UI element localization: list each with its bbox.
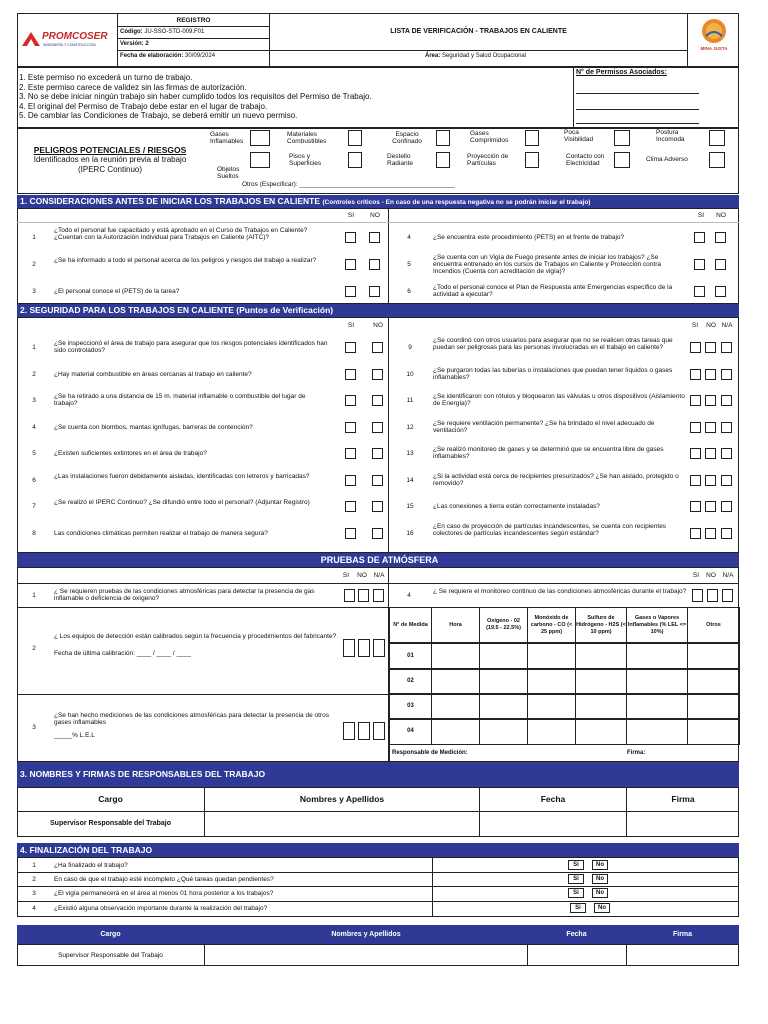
promcoser-emblem-icon — [22, 32, 40, 46]
measurement-cell[interactable] — [626, 668, 688, 695]
yes-checkbox[interactable] — [690, 501, 701, 512]
s2-question: ¿Se realizó monitoreo de gases y se determinó que se encuentra libre de gases inflamables? — [433, 446, 664, 461]
date-field[interactable] — [528, 945, 625, 965]
hazard-label: Materiales Combustibles — [287, 131, 327, 145]
measurement-cell[interactable] — [575, 693, 627, 720]
yes-checkbox[interactable] — [690, 369, 701, 380]
yes-checkbox[interactable] — [345, 475, 356, 486]
yes-checkbox[interactable] — [345, 342, 356, 353]
na-checkbox[interactable] — [721, 448, 732, 459]
hazard-checkbox[interactable] — [614, 152, 630, 168]
no-checkbox[interactable] — [715, 259, 726, 270]
no-checkbox[interactable] — [358, 589, 369, 602]
s4-question: En caso de que el trabajo esté incompleto ¿Qué tareas quedan pendientes? — [54, 876, 274, 884]
note-item: 2. Este permiso carece de validez sin las firmas de autorización. — [19, 82, 247, 92]
note-item: 1. Este permiso no excederá un turno de trabajo. — [19, 73, 193, 82]
yes-checkbox[interactable] — [690, 448, 701, 459]
peligros-heading: PELIGROS POTENCIALES / RIESGOS Identificados en la reunión previa al trabajo (IPERC Continuo) — [33, 145, 187, 174]
no-checkbox[interactable] — [372, 475, 383, 486]
yes-checkbox[interactable]: Si — [568, 874, 584, 884]
yes-checkbox[interactable] — [345, 286, 356, 297]
otros-especificar[interactable]: Otros (Especificar): ___________________________________________ — [242, 181, 455, 188]
col-firma: Firma — [671, 794, 695, 804]
s2-question: ¿Se coordinó con otros usuarios para asegurar que no se realicen otras tareas que puedan ser peligrosas para las personas involucradas en el trabajo en caliente? — [433, 337, 673, 352]
no-checkbox[interactable]: No — [592, 874, 608, 884]
yes-checkbox[interactable] — [345, 528, 356, 539]
na-checkbox[interactable] — [721, 395, 732, 406]
yes-checkbox[interactable] — [345, 259, 356, 270]
note-item: 5. De cambiar las Condiciones de Trabajo, se deberá emitir un nuevo permiso. — [19, 111, 298, 121]
yes-checkbox[interactable]: Si — [568, 888, 584, 898]
s1-question: ¿El personal conoce el (PETS) de la tarea? — [54, 288, 180, 295]
supervisor-row-label: Supervisor Responsable del Trabajo — [50, 820, 171, 827]
yes-checkbox[interactable] — [694, 259, 705, 270]
s2-question: ¿Si la actividad está cerca de recipientes presurizados? ¿Se han aislado, protegido o removido? — [433, 472, 679, 487]
no-checkbox[interactable] — [707, 589, 718, 602]
yes-checkbox[interactable] — [694, 232, 705, 243]
measurement-cell[interactable] — [431, 668, 480, 695]
measurement-number: 03 — [389, 693, 432, 720]
col-fecha: Fecha — [540, 794, 566, 804]
no-checkbox[interactable]: No — [592, 860, 608, 870]
hazard-checkbox[interactable] — [348, 152, 362, 168]
promcoser-logo — [22, 30, 114, 50]
no-checkbox[interactable] — [705, 448, 716, 459]
no-checkbox[interactable] — [372, 422, 383, 433]
document-title: LISTA DE VERIFICACIÓN - TRABAJOS EN CALIENTE — [390, 28, 567, 35]
s2-question: ¿Las conexiones a tierra están correctamente instaladas? — [433, 503, 600, 511]
measurement-header: Gases o Vapores Inflamables (% LEL <= 10%) — [626, 607, 688, 643]
no-checkbox[interactable] — [705, 475, 716, 486]
atm-question-1: ¿ Se requieren pruebas de las condiciones atmosféricas para detectar la presencia de gas inflamable o deficiencia de oxígeno? — [54, 588, 315, 602]
yes-checkbox[interactable]: Si — [568, 860, 584, 870]
yes-checkbox[interactable] — [345, 395, 356, 406]
hazard-checkbox[interactable] — [436, 152, 450, 168]
name-field[interactable] — [206, 945, 526, 965]
atm-question-4: ¿ Se requiere el monitoreo continuo de las condiciones atmosféricas durante el trabajo? — [433, 588, 687, 595]
col-cargo: Cargo — [98, 794, 123, 804]
s2-question: ¿En caso de proyección de partículas incandescentes, se cuenta con recipientes colectores de partículas incandescentes según estándar? — [433, 522, 667, 537]
no-checkbox[interactable] — [369, 232, 380, 243]
no-checkbox[interactable] — [705, 422, 716, 433]
measurement-cell[interactable] — [575, 668, 627, 695]
permiso-line[interactable] — [576, 93, 699, 94]
hazard-checkbox[interactable] — [525, 152, 539, 168]
measurement-header: Oxígeno - 02 (19.5 - 22.5%) — [479, 607, 528, 643]
hazard-label: Clima Adverso — [646, 156, 688, 163]
date-field[interactable] — [481, 813, 625, 835]
s2-question: ¿Se realizó el IPERC Continuo? ¿Se difundió entre todo el personal? (Adjuntar Registro) — [54, 499, 310, 507]
s2-question: ¿Hay material combustible en áreas cercanas al trabajo en caliente? — [54, 370, 252, 378]
mina-justa-logo: MINA JUSTA — [694, 18, 734, 64]
no-checkbox[interactable] — [372, 342, 383, 353]
no-checkbox[interactable] — [372, 501, 383, 512]
no-checkbox[interactable] — [369, 259, 380, 270]
s2-question: Las condiciones climáticas permiten realizar el trabajo de manera segura? — [54, 529, 268, 537]
hazard-label: Poca Visibilidad — [564, 129, 594, 143]
no-checkbox[interactable] — [372, 528, 383, 539]
na-checkbox[interactable] — [721, 501, 732, 512]
no-checkbox[interactable]: No — [594, 903, 610, 913]
hazard-label: Destello Radiante — [387, 153, 414, 167]
measurement-cell[interactable] — [527, 718, 576, 745]
fecha-row: Fecha de elaboración: 30/09/2024 — [120, 53, 216, 59]
hazard-label: Gases Inflamables — [210, 131, 244, 145]
firma-label: Firma: — [627, 750, 646, 756]
s2-question: ¿Se inspeccionó el área de trabajo para asegurar que los riesgos potenciales identificados han sido controlados? — [54, 340, 328, 355]
note-item: 3. No se debe iniciar ningún trabajo sin haber cumplido todos los requisitos del Permiso de Trabajo. — [19, 92, 372, 102]
measurement-cell[interactable] — [479, 693, 528, 720]
codigo-row: Código: JU-SSO-STD-009.F01 — [120, 29, 205, 35]
yes-checkbox[interactable] — [690, 342, 701, 353]
measurement-cell[interactable] — [479, 718, 528, 745]
no-checkbox[interactable] — [372, 369, 383, 380]
s2-question: ¿Se purgaron todas las tuberías o instalaciones que puedan tener líquidos o gases inflamables? — [433, 366, 673, 381]
measurement-cell[interactable] — [431, 718, 480, 745]
measurement-number: 04 — [389, 718, 432, 745]
measurement-header: N° de Medida — [389, 607, 432, 643]
measurement-number: 01 — [389, 643, 432, 670]
hazard-label: Pisos y Superficies — [289, 153, 322, 167]
version-row: Versión: 2 — [120, 41, 149, 47]
measurement-cell[interactable] — [527, 643, 576, 670]
yes-checkbox[interactable] — [690, 475, 701, 486]
na-checkbox[interactable] — [722, 589, 733, 602]
hazard-label: Objetos Sueltos — [217, 166, 240, 180]
hazard-checkbox[interactable] — [348, 130, 362, 146]
s1-question: ¿Todo el personal conoce el Plan de Respuesta ante Emergencias específico de la actividad a ejecutar? — [433, 284, 673, 298]
hazard-checkbox[interactable] — [250, 152, 270, 168]
lel-field[interactable]: _____% L.E.L — [54, 732, 95, 739]
signature-field[interactable] — [627, 945, 738, 965]
measurement-header: Monóxido de carbono - CO (< 25 ppm) — [527, 607, 576, 643]
s2-question: ¿Existen suficientes extintores en el área de trabajo? — [54, 450, 207, 458]
yes-checkbox[interactable] — [345, 448, 356, 459]
registro-label: REGISTRO — [176, 17, 211, 24]
supervisor-row-label: Supervisor Responsable del Trabajo — [58, 952, 163, 959]
yes-checkbox[interactable] — [345, 232, 356, 243]
measurement-header: Hora — [431, 607, 480, 643]
yes-checkbox[interactable] — [692, 589, 703, 602]
no-checkbox[interactable] — [372, 395, 383, 406]
measurement-cell[interactable] — [687, 668, 740, 695]
hazard-checkbox[interactable] — [709, 152, 725, 168]
measurement-cell[interactable] — [626, 643, 688, 670]
atm-question-2: ¿ Los equipos de detección están calibrados según la frecuencia y procedimientos del fabricante? Fecha de última calibración: ____ / ____ / ____ — [54, 633, 339, 657]
signature-field[interactable] — [628, 813, 738, 835]
s4-question: ¿Existió alguna observación importante durante la realización del trabajo? — [54, 904, 268, 912]
s1-question: ¿Se ha informado a todo el personal acerca de los peligros y riesgos del trabajo a realizar? — [54, 257, 317, 264]
section-2-bar: 2. SEGURIDAD PARA LOS TRABAJOS EN CALIENTE (Puntos de Verificación) — [17, 304, 739, 317]
atmosphere-bar: PRUEBAS DE ATMÓSFERA — [17, 553, 739, 567]
permisos-asociados-label: N° de Permisos Asociados: — [576, 69, 667, 76]
yes-checkbox[interactable] — [345, 369, 356, 380]
s2-question: ¿Las instalaciones fueron debidamente aisladas, identificadas con letreros y barricadas? — [54, 472, 310, 480]
area-row: Área: Seguridad y Salud Ocupacional — [425, 53, 527, 59]
permiso-line[interactable] — [576, 123, 699, 124]
yes-checkbox[interactable] — [343, 722, 355, 740]
s1-question: ¿Todo el personal fue capacitado y está aprobado en el Curso de Trabajos en Caliente? ¿Cuentan con la Autorización Individual para Trabajos en Caliente (AITC)? — [54, 226, 308, 241]
yes-checkbox[interactable] — [345, 422, 356, 433]
na-checkbox[interactable] — [373, 589, 384, 602]
measurement-cell[interactable] — [687, 718, 740, 745]
s4-question: ¿Ha finalizado el trabajo? — [54, 862, 128, 869]
measurement-cell[interactable] — [626, 718, 688, 745]
na-checkbox[interactable] — [721, 528, 732, 539]
measurement-cell[interactable] — [479, 643, 528, 670]
hazard-label: Espacio Confinado — [392, 131, 422, 145]
measurement-cell[interactable] — [479, 668, 528, 695]
no-checkbox[interactable] — [715, 232, 726, 243]
na-checkbox[interactable] — [721, 342, 732, 353]
section-4-bar: 4. FINALIZACIÓN DEL TRABAJO — [17, 843, 739, 857]
na-checkbox[interactable] — [373, 639, 385, 657]
hazard-checkbox[interactable] — [250, 130, 270, 146]
s2-question: ¿Se requiere ventilación permanente? ¿Se ha brindado el nivel adecuado de ventilación? — [433, 419, 655, 434]
s4-question: ¿El vigía permanecerá en el área al menos 01 hora posterior a los trabajos? — [54, 890, 274, 898]
hazard-checkbox[interactable] — [709, 130, 725, 146]
na-checkbox[interactable] — [721, 422, 732, 433]
logo-text: PROMCOSER — [42, 31, 108, 42]
yes-checkbox[interactable] — [690, 395, 701, 406]
no-checkbox[interactable]: No — [592, 888, 608, 898]
responsable-medicion-label: Responsable de Medición: — [392, 750, 468, 756]
yes-checkbox[interactable] — [345, 501, 356, 512]
name-field[interactable] — [206, 813, 478, 835]
na-checkbox[interactable] — [721, 475, 732, 486]
measurement-cell[interactable] — [527, 693, 576, 720]
yes-checkbox[interactable] — [690, 528, 701, 539]
yes-checkbox[interactable] — [690, 422, 701, 433]
no-checkbox[interactable] — [705, 369, 716, 380]
no-checkbox[interactable] — [358, 639, 370, 657]
no-checkbox[interactable] — [715, 286, 726, 297]
hazard-checkbox[interactable] — [436, 130, 450, 146]
no-checkbox[interactable] — [705, 342, 716, 353]
measurement-cell[interactable] — [687, 643, 740, 670]
notes-list — [19, 73, 571, 121]
hazard-checkbox[interactable] — [525, 130, 539, 146]
hazard-label: Gases Comprimidos — [470, 130, 509, 144]
no-checkbox[interactable] — [705, 501, 716, 512]
yes-checkbox[interactable] — [343, 639, 355, 657]
yes-checkbox[interactable] — [344, 589, 355, 602]
no-checkbox[interactable] — [369, 286, 380, 297]
measurement-cell[interactable] — [575, 643, 627, 670]
col-nombres: Nombres y Apellidos — [299, 794, 385, 804]
no-checkbox[interactable] — [705, 528, 716, 539]
measurement-cell[interactable] — [687, 693, 740, 720]
s2-question: ¿Se identificaron con rótulos y bloquearon las válvulas u otros dispositivos (Aislamiento de Energía)? — [433, 393, 685, 408]
yes-checkbox[interactable] — [694, 286, 705, 297]
measurement-cell[interactable] — [626, 693, 688, 720]
note-item: 4. El original del Permiso de Trabajo debe estar en el lugar de trabajo. — [19, 101, 268, 111]
hazard-checkbox[interactable] — [614, 130, 630, 146]
measurement-header: Sulfuro de Hidrógeno - H2S (< 10 ppm) — [575, 607, 627, 643]
hazard-label: Contacto con Electricidad — [566, 153, 605, 167]
yes-checkbox[interactable]: Si — [570, 903, 586, 913]
hazard-label: Postura Incomoda — [656, 129, 685, 143]
logo-tagline: INGENIERÍA Y CONSTRUCCIÓN — [43, 43, 96, 47]
permiso-line[interactable] — [576, 109, 699, 110]
measurement-cell[interactable] — [431, 643, 480, 670]
no-checkbox[interactable] — [358, 722, 370, 740]
measurement-number: 02 — [389, 668, 432, 695]
s1-question: ¿Se encuentra este procedimiento (PETS) en el frente de trabajo? — [433, 233, 625, 241]
s2-question: ¿Se ha retirado a una distancia de 15 m. material inflamable o combustible del lugar de trabajo? — [54, 393, 306, 408]
no-checkbox[interactable] — [372, 448, 383, 459]
na-checkbox[interactable] — [373, 722, 385, 740]
section-3-bar: 3. NOMBRES Y FIRMAS DE RESPONSABLES DEL TRABAJO — [17, 762, 739, 787]
section-1-bar: 1. CONSIDERACIONES ANTES DE INICIAR LOS TRABAJOS EN CALIENTE (Controles críticos - En caso de una respuesta negativa no se podrán iniciar el trabajo) — [17, 195, 739, 208]
measurement-cell[interactable] — [431, 693, 480, 720]
hazard-label: Proyección de Partículas — [467, 153, 509, 167]
na-checkbox[interactable] — [721, 369, 732, 380]
atm-question-3: ¿Se han hecho mediciones de las condiciones atmosféricas para detectar la presencia de otros gases inflamables _____% L.E.L — [54, 712, 334, 739]
measurement-cell[interactable] — [527, 668, 576, 695]
measurement-cell[interactable] — [575, 718, 627, 745]
no-checkbox[interactable] — [705, 395, 716, 406]
s2-question: ¿Se cuenta con biombos, mantas ignífugas, barreras de contención? — [54, 423, 253, 431]
calibration-date[interactable]: Fecha de última calibración: ____ / ____ / ____ — [54, 650, 191, 657]
s1-question: ¿Se cuenta con un Vigía de Fuego presente antes de iniciar los trabajos? ¿Se encuentra entrenado en los cursos de Trabajos en Caliente y Protección contra Incendios (Cuenta con acreditación de vigía)? — [433, 254, 661, 275]
measurement-header: Otros — [687, 607, 740, 643]
mina-justa-emblem-icon — [702, 18, 726, 44]
